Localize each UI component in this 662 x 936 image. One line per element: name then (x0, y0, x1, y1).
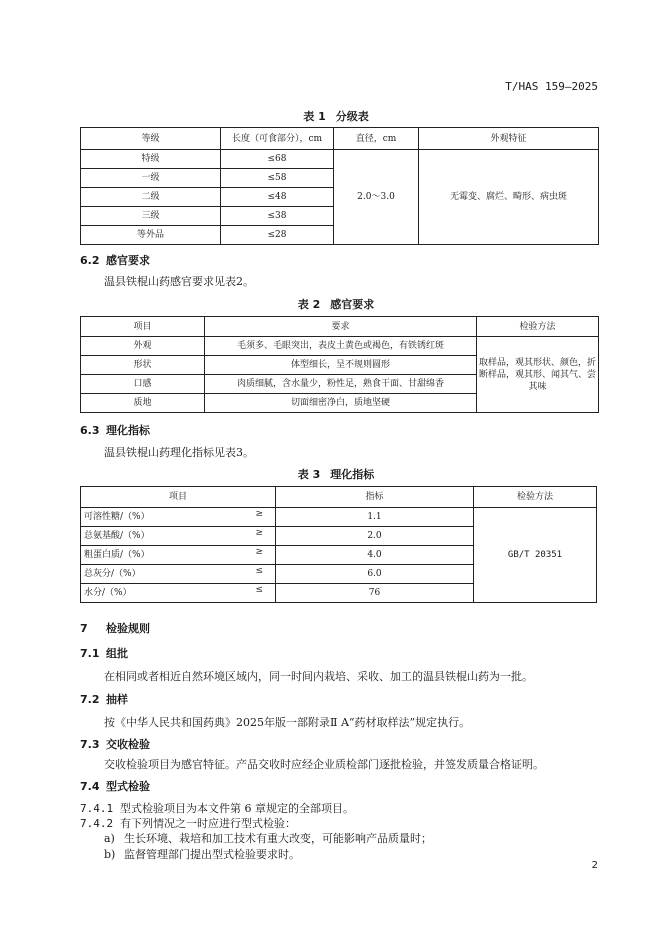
table-row (81, 337, 599, 356)
physicochemical-table (80, 486, 597, 603)
table2-caption-number: 表 2 (297, 298, 321, 311)
table1-header-diameter: 直径，cm (334, 128, 419, 150)
section-number: 7.1 (80, 647, 100, 660)
requirement-cell: 切面细密净白，质地坚硬 (205, 394, 477, 413)
list-text: 生长环境、栽培和加工技术有重大改变，可能影响产品质量时； (124, 832, 432, 845)
table3-caption (0, 466, 662, 482)
section-7-2-text: 按《中华人民共和国药典》2025年版一部附录Ⅱ A“药材取样法”规定执行。 (104, 716, 471, 729)
item-cell: 形状 (81, 356, 205, 375)
section-6-2-heading (80, 252, 150, 268)
item-cell (81, 546, 276, 565)
clause-7-4-1 (80, 800, 354, 816)
section-number: 7.3 (80, 738, 100, 751)
list-item (104, 846, 300, 862)
list-marker: a) (104, 832, 115, 845)
length-cell: ≤38 (221, 207, 334, 226)
section-number: 7 (80, 622, 88, 635)
item-cell: 质地 (81, 394, 205, 413)
section-title: 组批 (106, 647, 128, 660)
section-7-2-heading (80, 691, 128, 707)
appearance-cell: 无霉变、腐烂、畸形、病虫斑 (419, 150, 599, 245)
section-7-3-text: 交收检验项目为感官特征。产品交收时应经企业质检部门逐批检验，并签发质量合格证明。 (104, 758, 544, 771)
table-row (81, 150, 599, 169)
section-6-3-text: 温县铁棍山药理化指标见表3。 (104, 446, 254, 459)
requirement-cell: 体型细长，呈不规则圆形 (205, 356, 477, 375)
item-label: 总灰分/（%） (84, 569, 141, 579)
table2-caption-title: 感官要求 (330, 298, 375, 311)
list-item (104, 830, 432, 846)
clause-number: 7.4.1 (80, 802, 114, 815)
table3-header-method: 检验方法 (474, 487, 597, 508)
comparison-operator: ≥ (255, 528, 263, 538)
table1-header-appearance: 外观特征 (419, 128, 599, 150)
table2-header-item: 项目 (81, 317, 205, 337)
section-title: 交收检验 (106, 738, 150, 751)
grading-table (80, 127, 599, 245)
grade-cell: 等外品 (81, 226, 221, 245)
section-title: 理化指标 (106, 424, 150, 437)
table1-caption-number: 表 1 (303, 110, 326, 123)
section-6-3-heading (80, 422, 150, 438)
clause-text: 有下列情况之一时应进行型式检验： (120, 817, 296, 830)
item-label: 水分/（%） (84, 588, 132, 598)
table3-caption-title: 理化指标 (330, 468, 375, 481)
section-7-3-heading (80, 736, 150, 752)
length-cell: ≤48 (221, 188, 334, 207)
table2-header-requirement: 要求 (205, 317, 477, 337)
value-cell: 6.0 (276, 565, 474, 584)
value-cell: 2.0 (276, 527, 474, 546)
section-title: 检验规则 (106, 622, 150, 635)
section-title: 型式检验 (106, 780, 150, 793)
section-number: 6.3 (80, 424, 100, 437)
clause-text: 型式检验项目为本文件第 6 章规定的全部项目。 (120, 802, 354, 815)
item-label: 粗蛋白质/（%） (84, 550, 150, 560)
method-cell: GB/T 20351 (474, 508, 597, 603)
item-cell: 外观 (81, 337, 205, 356)
length-cell: ≤58 (221, 169, 334, 188)
table1-header-length: 长度（可食部分），cm (221, 128, 334, 150)
item-cell (81, 508, 276, 527)
clause-7-4-2 (80, 815, 296, 831)
table3-header-item: 项目 (81, 487, 276, 508)
clause-number: 7.4.2 (80, 817, 114, 830)
item-label: 总氨基酸/（%） (84, 531, 150, 541)
table1-header-grade: 等级 (81, 128, 221, 150)
table1-caption-title: 分级表 (335, 110, 369, 123)
section-6-2-text: 温县铁棍山药感官要求见表2。 (104, 275, 254, 288)
comparison-operator: ≥ (255, 509, 263, 519)
section-title: 感官要求 (106, 254, 150, 267)
section-7-1-heading (80, 645, 128, 661)
value-cell: 1.1 (276, 508, 474, 527)
section-7-4-heading (80, 778, 150, 794)
comparison-operator: ≤ (255, 585, 263, 595)
section-7-heading (80, 620, 150, 636)
page-number: 2 (591, 860, 598, 871)
item-cell: 口感 (81, 375, 205, 394)
sensory-table (80, 316, 599, 413)
comparison-operator: ≤ (255, 566, 263, 576)
diameter-cell: 2.0～3.0 (334, 150, 419, 245)
requirement-cell: 肉质细腻，含水量少，粉性足，熟食干面、甘甜绵香 (205, 375, 477, 394)
section-7-1-text: 在相同或者相近自然环境区域内，同一时间内栽培、采收、加工的温县铁棍山药为一批。 (104, 670, 533, 683)
table1-caption (0, 108, 662, 124)
table3-header-index: 指标 (276, 487, 474, 508)
item-cell (81, 527, 276, 546)
item-cell (81, 565, 276, 584)
table3-caption-number: 表 3 (297, 468, 321, 481)
method-cell: 取样品，观其形状、颜色，折断样品，观其形、闻其气、尝其味 (477, 337, 599, 413)
grade-cell: 特级 (81, 150, 221, 169)
length-cell: ≤68 (221, 150, 334, 169)
comparison-operator: ≥ (255, 547, 263, 557)
grade-cell: 一级 (81, 169, 221, 188)
table2-header-method: 检验方法 (477, 317, 599, 337)
list-marker: b) (104, 848, 116, 861)
item-cell (81, 584, 276, 603)
item-label: 可溶性糖/（%） (84, 512, 150, 522)
grade-cell: 三级 (81, 207, 221, 226)
length-cell: ≤28 (221, 226, 334, 245)
grade-cell: 二级 (81, 188, 221, 207)
document-code: T/HAS 159—2025 (505, 80, 598, 93)
list-text: 监督管理部门提出型式检验要求时。 (124, 848, 300, 861)
value-cell: 76 (276, 584, 474, 603)
section-number: 7.4 (80, 780, 100, 793)
value-cell: 4.0 (276, 546, 474, 565)
requirement-cell: 毛须多、毛眼突出，表皮土黄色或褐色，有铁锈红斑 (205, 337, 477, 356)
section-number: 6.2 (80, 254, 100, 267)
section-number: 7.2 (80, 693, 100, 706)
table2-caption (0, 296, 662, 312)
section-title: 抽样 (106, 693, 128, 706)
table-row (81, 508, 597, 527)
